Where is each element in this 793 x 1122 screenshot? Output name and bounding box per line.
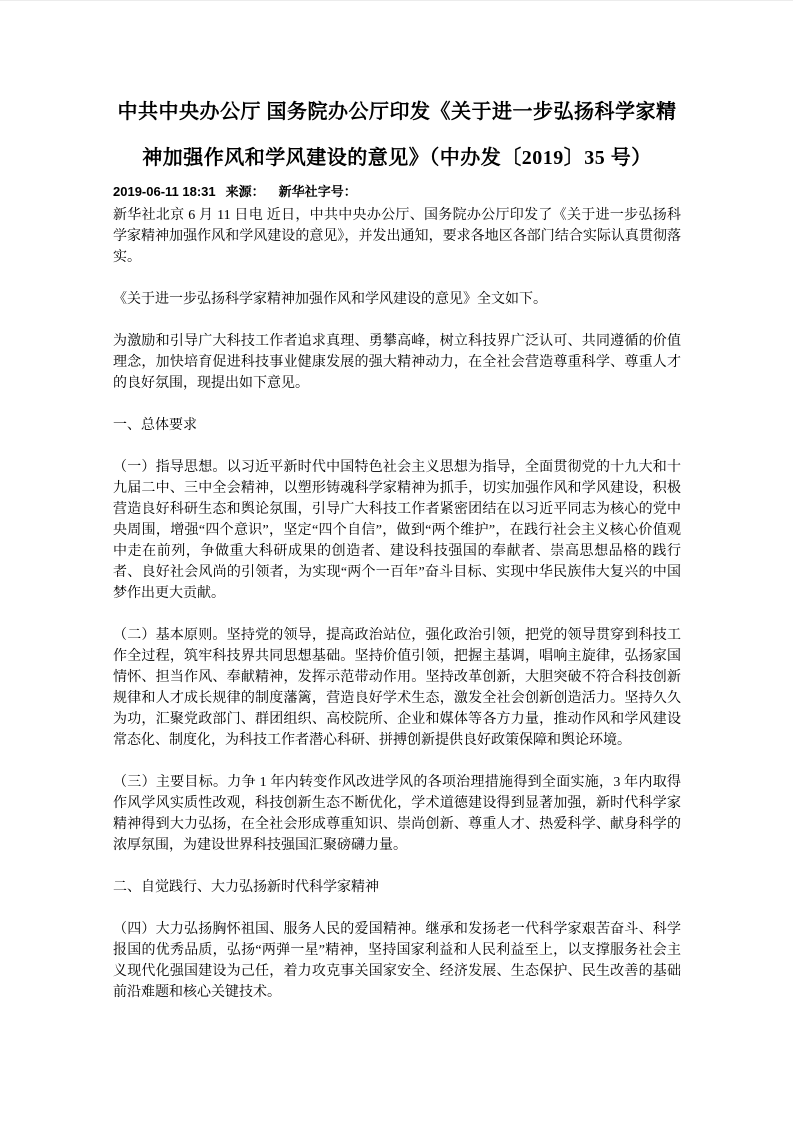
body-paragraph: 《关于进一步弘扬科学家精神加强作风和学风建设的意见》全文如下。: [113, 292, 547, 307]
source-label: 来源：: [225, 184, 265, 199]
document-body: [113, 205, 681, 1003]
source-value: 新华社: [278, 184, 318, 199]
body-paragraph: （四）大力弘扬胸怀祖国、服务人民的爱国精神。继承和发扬老一代科学家艰苦奋斗、科学报国的优秀品质，弘扬“两弹一星”精神，坚持国家利益和人民利益至上，以支撑服务社会主义现代化强国建设为己任，着力攻克事关国家安全、经济发展、生态保护、民生改善的基础前沿难题和核心关键技术。: [113, 922, 681, 1000]
body-paragraph: （一）指导思想。以习近平新时代中国特色社会主义思想为指导，全面贯彻党的十九大和十九届二中、三中全会精神，以塑形铸魂科学家精神为抓手，切实加强作风和学风建设，积极营造良好科研生态和舆论氛围，引导广大科技工作者紧密团结在以习近平同志为核心的党中央周围，增强“四个意识”，坚定“四个自信”，做到“两个维护”，在践行社会主义核心价值观中走在前列，争做重大科研成果的创造者、建设科技强国的奉献者、崇高思想品格的践行者、良好社会风尚的引领者，为实现“两个一百年”奋斗目标、实现中华民族伟大复兴的中国梦作出更大贡献。: [113, 460, 681, 601]
body-paragraph: 为激励和引导广大科技工作者追求真理、勇攀高峰，树立科技界广泛认可、共同遵循的价值理念，加快培育促进科技事业健康发展的强大精神动力，在全社会营造尊重科学、尊重人才的良好氛围，现提出如下意见。: [113, 334, 681, 391]
publish-datetime: 2019-06-11 18:31: [113, 184, 216, 199]
document-title: 中共中央办公厅 国务院办公厅印发《关于进一步弘扬科学家精神加强作风和学风建设的意见》（中办发〔2019〕35 号）: [117, 101, 677, 169]
document-meta: [113, 183, 681, 201]
body-paragraph: 新华社北京 6 月 11 日电 近日，中共中央办公厅、国务院办公厅印发了《关于进一步弘扬科学家精神加强作风和学风建设的意见》，并发出通知，要求各地区各部门结合实际认真贯彻落实。: [113, 208, 681, 265]
section-heading: 一、总体要求: [113, 418, 197, 433]
body-paragraph: （二）基本原则。坚持党的领导，提高政治站位，强化政治引领，把党的领导贯穿到科技工作全过程，筑牢科技界共同思想基础。坚持价值引领，把握主基调，唱响主旋律，弘扬家国情怀、担当作风、奉献精神，发挥示范带动作用。坚持改革创新，大胆突破不符合科技创新规律和人才成长规律的制度藩篱，营造良好学术生态，激发全社会创新创造活力。坚持久久为功，汇聚党政部门、群团组织、高校院所、企业和媒体等各方力量，推动作风和学风建设常态化、制度化，为科技工作者潜心科研、拼搏创新提供良好政策保障和舆论环境。: [113, 628, 681, 748]
section-heading: 二、自觉践行、大力弘扬新时代科学家精神: [113, 880, 379, 895]
body-paragraph: （三）主要目标。力争 1 年内转变作风改进学风的各项治理措施得到全面实施，3 年内取得作风学风实质性改观，科技创新生态不断优化，学术道德建设得到显著加强，新时代科学家精神得到大力弘扬，在全社会形成尊重知识、崇尚创新、尊重人才、热爱科学、献身科学的浓厚氛围，为建设世界科技强国汇聚磅礴力量。: [113, 775, 681, 853]
fontsize-label: 字号：: [317, 184, 357, 199]
